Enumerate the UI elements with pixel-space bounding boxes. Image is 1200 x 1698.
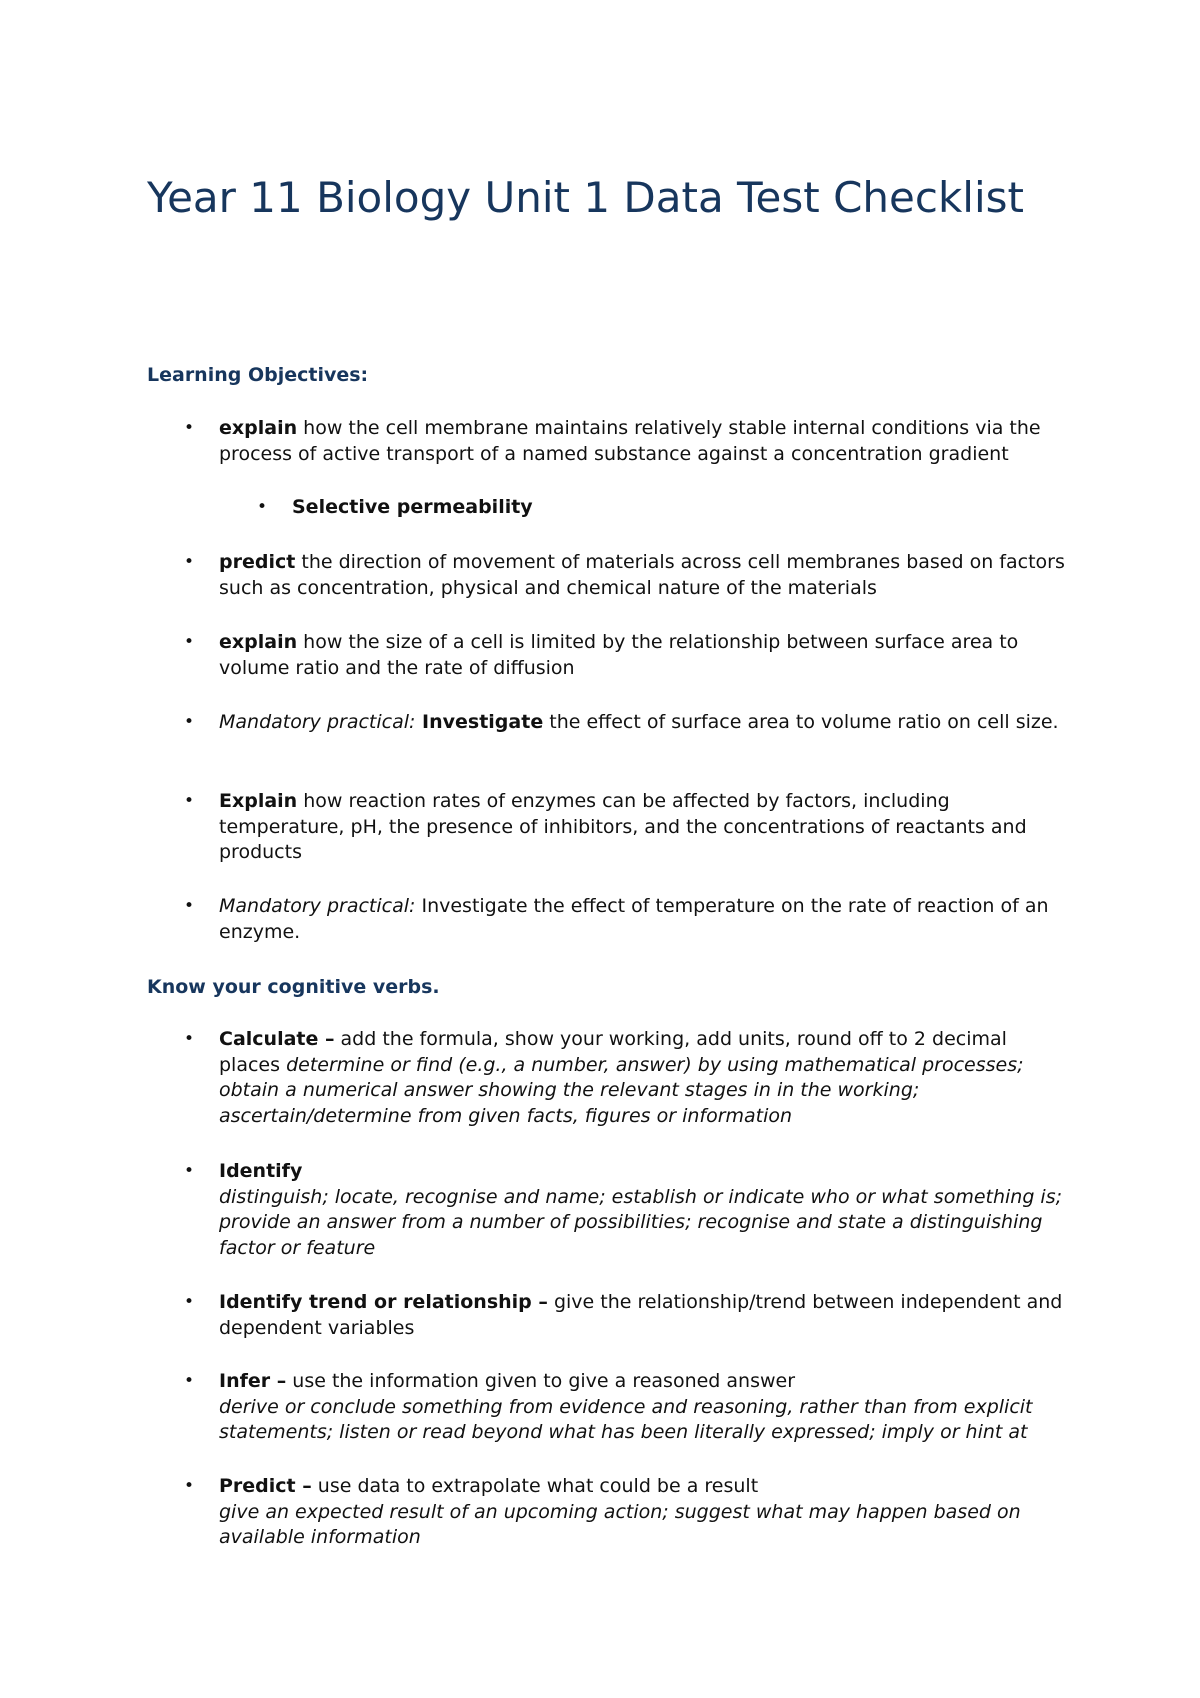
learning-objectives-heading: Learning Objectives:	[147, 364, 369, 386]
verb-term: Infer –	[219, 1370, 287, 1392]
objective-text: the effect of surface area to volume ratio on cell size.	[543, 711, 1059, 733]
verb-definition: distinguish; locate, recognise and name; establish or indicate who or what something is; provide an answer from a number of possibilities; recognise and state a distinguishing factor or feature	[219, 1185, 1063, 1259]
cognitive-verb-item	[183, 1369, 1069, 1446]
verb-term: Identify trend or relationship –	[219, 1291, 548, 1313]
bullet-icon: •	[183, 1371, 195, 1391]
objective-verb: Investigate	[415, 711, 544, 733]
learning-objective-item	[183, 630, 1069, 681]
bullet-icon: •	[183, 632, 195, 652]
verb-definition: determine or find (e.g., a number, answer) by using mathematical processes; obtain a numerical answer showing the relevant stages in in the working; ascertain/determine from given facts, figures or information	[219, 1053, 1024, 1127]
cognitive-verb-item	[183, 1474, 1069, 1551]
verb-description: give the relationship/trend between independent and dependent variables	[219, 1291, 1063, 1339]
cognitive-verb-item	[183, 1290, 1069, 1341]
learning-objective-item	[183, 894, 1069, 945]
objective-text: how the size of a cell is limited by the relationship between surface area to volume ratio and the rate of diffusion	[219, 631, 1019, 679]
objective-text: how reaction rates of enzymes can be affected by factors, including temperature, pH, the presence of inhibitors, and the concentrations of reactants and products	[219, 790, 1027, 863]
verb-term: Identify	[219, 1160, 303, 1182]
verb-definition: derive or conclude something from evidence and reasoning, rather than from explicit statements; listen or read beyond what has been literally expressed; imply or hint at	[219, 1395, 1033, 1443]
learning-objective-item	[183, 550, 1069, 601]
bullet-icon: •	[183, 1292, 195, 1312]
objective-text: the direction of movement of materials across cell membranes based on factors such as concentration, physical and chemical nature of the materials	[219, 551, 1065, 599]
bullet-icon: •	[183, 1476, 195, 1496]
verb-term: Predict –	[219, 1475, 312, 1497]
bullet-icon: •	[183, 552, 195, 572]
cognitive-verb-item	[183, 1027, 1069, 1129]
verb-description: use the information given to give a reasoned answer	[286, 1370, 796, 1392]
learning-objective-item	[183, 416, 1069, 467]
learning-objective-item	[183, 789, 1069, 866]
bullet-icon: •	[183, 418, 195, 438]
bullet-icon: •	[183, 896, 195, 916]
bullet-icon: •	[183, 1029, 195, 1049]
objective-verb: Selective permeability	[292, 496, 533, 518]
objective-verb: explain	[219, 417, 298, 439]
cognitive-verbs-heading: Know your cognitive verbs.	[147, 976, 440, 998]
verb-term: Calculate –	[219, 1028, 335, 1050]
objective-verb: predict	[219, 551, 296, 573]
verb-description: add the formula, show your working, add units, round off to 2 decimal places	[219, 1028, 1007, 1076]
verb-description: use data to extrapolate what could be a result	[311, 1475, 759, 1497]
learning-objective-item	[183, 710, 1069, 736]
objective-prefix: Mandatory practical:	[219, 711, 416, 733]
objective-prefix: Mandatory practical:	[219, 895, 416, 917]
bullet-icon: •	[183, 712, 195, 732]
objective-text: Investigate the effect of temperature on the rate of reaction of an enzyme.	[219, 895, 1049, 943]
bullet-icon: •	[183, 791, 195, 811]
objective-text: how the cell membrane maintains relatively stable internal conditions via the process of active transport of a named substance against a concentration gradient	[219, 417, 1041, 465]
document-title: Year 11 Biology Unit 1 Data Test Checklist	[147, 173, 1024, 222]
verb-definition: give an expected result of an upcoming action; suggest what may happen based on available information	[219, 1500, 1021, 1548]
cognitive-verb-item	[183, 1159, 1069, 1261]
learning-objective-subitem	[256, 495, 1142, 521]
objective-verb: explain	[219, 631, 298, 653]
objective-verb: Explain	[219, 790, 298, 812]
bullet-icon: •	[256, 497, 268, 517]
bullet-icon: •	[183, 1161, 195, 1181]
